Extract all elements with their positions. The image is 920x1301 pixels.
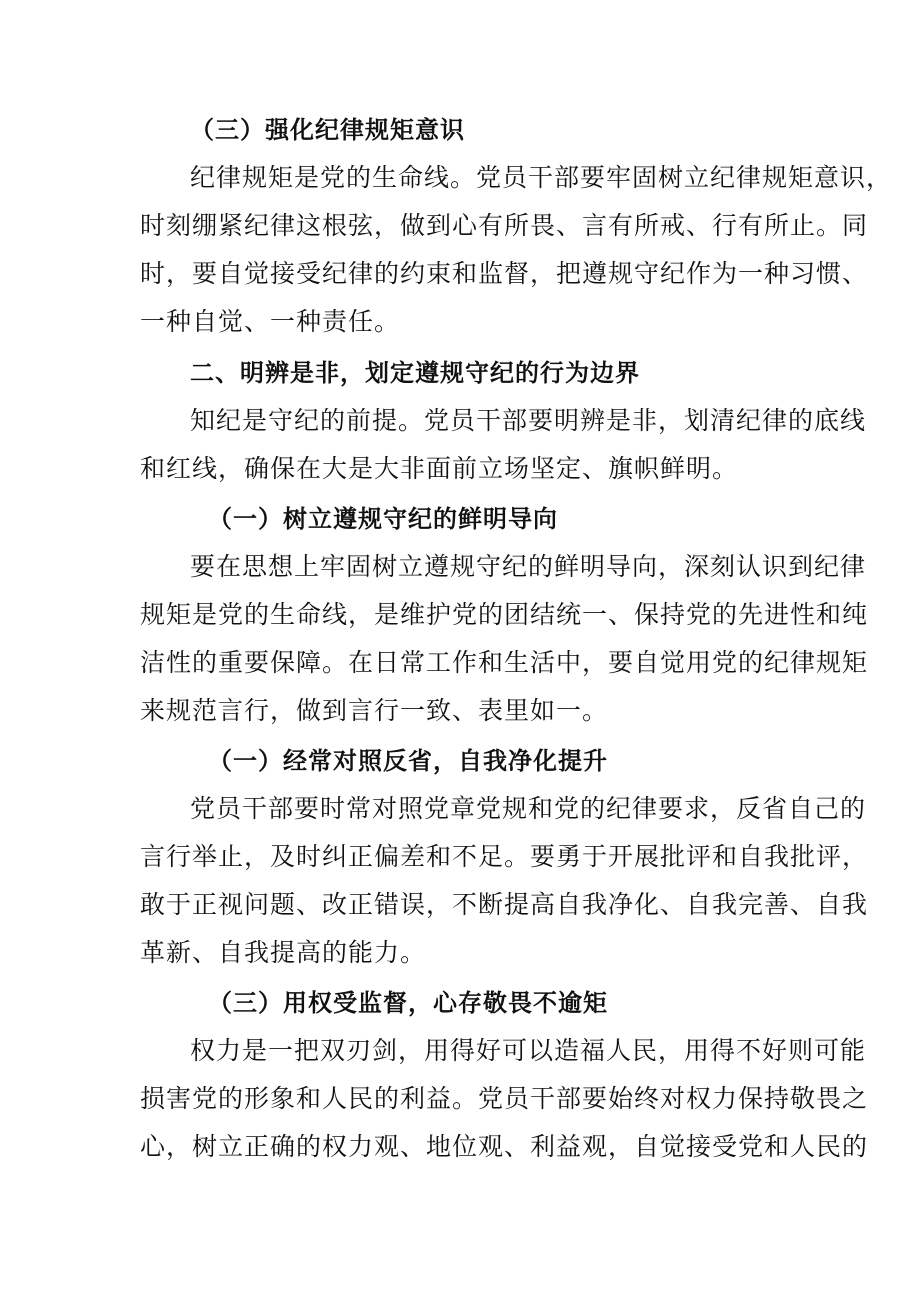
section-heading-3-power-supervision: （三）用权受监督，心存敬畏不逾矩 [208, 989, 608, 1017]
paragraph-clear-orientation [140, 543, 869, 735]
paragraph-line: 心，树立正确的权力观、地位观、利益观，自觉接受党和人民的 [140, 1132, 869, 1161]
paragraph-line: 纪律规矩是党的生命线。党员干部要牢固树立纪律规矩意识， [190, 163, 893, 192]
paragraph-self-reflection [140, 785, 869, 977]
paragraph-line: 知纪是守纪的前提。党员干部要明辨是非，划清纪律的底线 [190, 406, 867, 435]
paragraph-line: 要在思想上牢固树立遵规守纪的鲜明导向，深刻认识到纪律 [190, 552, 867, 581]
paragraph-line: 规矩是党的生命线，是维护党的团结统一、保持党的先进性和纯 [140, 600, 869, 629]
section-heading-1-clear-orientation: （一）树立遵规守纪的鲜明导向 [208, 505, 558, 533]
paragraph-discipline-awareness [140, 154, 893, 346]
paragraph-line: 言行举止，及时纠正偏差和不足。要勇于开展批评和自我批评， [140, 842, 869, 871]
paragraph-line: 洁性的重要保障。在日常工作和生活中，要自觉用党的纪律规矩 [140, 648, 869, 677]
paragraph-line: 一种自觉、一种责任。 [140, 307, 401, 336]
paragraph-line: 时，要自觉接受纪律的约束和监督，把遵规守纪作为一种习惯、 [140, 259, 869, 288]
paragraph-line: 损害党的形象和人民的利益。党员干部要始终对权力保持敬畏之 [140, 1084, 869, 1113]
paragraph-line: 来规范言行，做到言行一致、表里如一。 [140, 696, 609, 725]
paragraph-distinguish-right-wrong [140, 397, 867, 493]
section-heading-3-discipline-awareness: （三）强化纪律规矩意识 [190, 116, 465, 144]
paragraph-line: 党员干部要时常对照党章党规和党的纪律要求，反省自己的 [190, 794, 867, 823]
paragraph-power-supervision [140, 1027, 869, 1171]
paragraph-line: 革新、自我提高的能力。 [140, 938, 427, 967]
paragraph-line: 时刻绷紧纪律这根弦，做到心有所畏、言有所戒、行有所止。同 [140, 211, 869, 240]
paragraph-line: 权力是一把双刃剑，用得好可以造福人民，用得不好则可能 [190, 1036, 867, 1065]
paragraph-line: 和红线，确保在大是大非面前立场坚定、旗帜鲜明。 [140, 454, 739, 483]
chapter-heading-2-distinguish-right-wrong: 二、明辨是非，划定遵规守纪的行为边界 [190, 359, 640, 387]
paragraph-line: 敢于正视问题、改正错误，不断提高自我净化、自我完善、自我 [140, 890, 869, 919]
section-heading-1-self-reflection: （一）经常对照反省，自我净化提升 [208, 747, 608, 775]
